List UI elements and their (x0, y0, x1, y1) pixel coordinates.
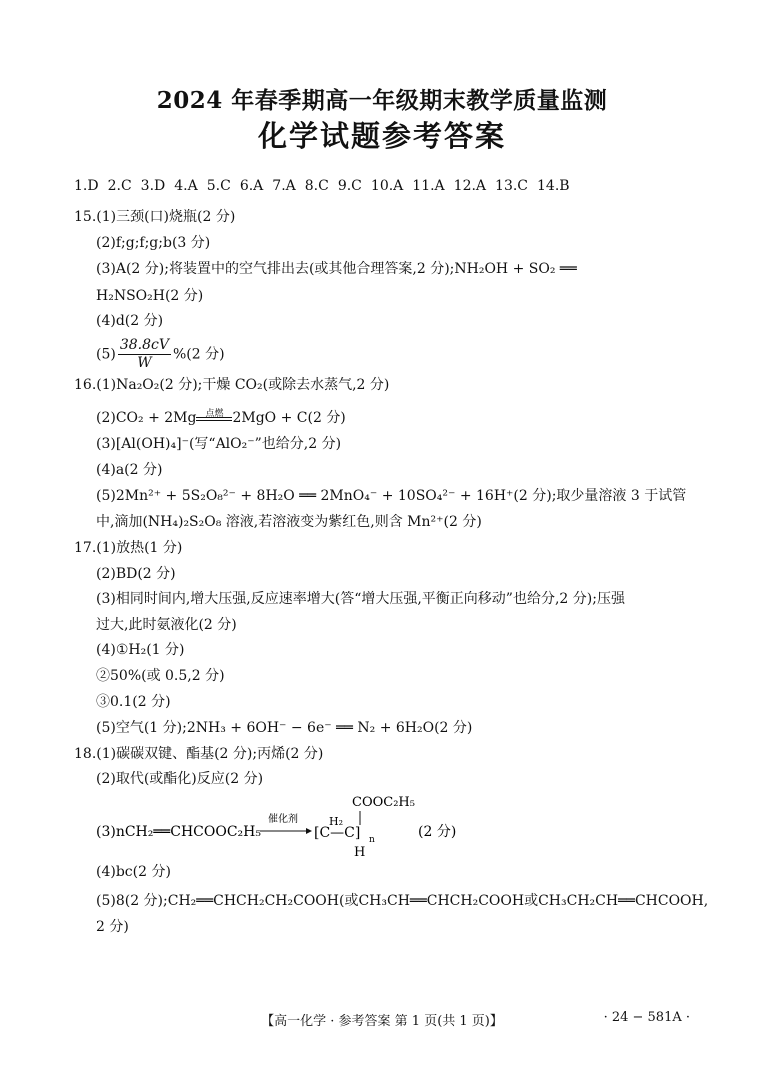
mcq-answers (74, 178, 579, 194)
mcq-answer: 10.A (370, 178, 404, 194)
mcq-answer: 9.C (337, 178, 362, 194)
q15-fraction-denominator: W (137, 355, 152, 371)
q15-line-5: (4)d(2 分) (96, 313, 164, 329)
q15-fraction (118, 337, 171, 372)
q15-line-4: H₂NSO₂H(2 分) (96, 288, 204, 304)
mcq-answer: 11.A (412, 178, 445, 194)
q16-2-right: 2MgO + C(2 分) (232, 410, 346, 426)
q18-line-1: 18.(1)碳碳双键、酯基(2 分);丙烯(2 分) (74, 746, 324, 762)
q17-line-2: (2)BD(2 分) (96, 566, 176, 582)
q18-3-chain: [C—C] (314, 825, 361, 841)
q16-2-left: (2)CO₂ + 2Mg (96, 410, 197, 426)
q16-2-condition (196, 409, 232, 421)
q17-line-3: (3)相同时间内,增大压强,反应速率增大(答“增大压强,平衡正向移动”也给分,2 分);压强 (96, 591, 625, 607)
q18-line-2: (2)取代(或酯化)反应(2 分) (96, 771, 264, 787)
q16-line-6: 中,滴加(NH₄)₂S₂O₈ 溶液,若溶液变为紫红色,则含 Mn²⁺(2 分) (96, 514, 482, 530)
mcq-answer: 7.A (272, 178, 296, 194)
q15-fraction-numerator: 38.8cV (119, 337, 169, 353)
q16-2-condition-label: 点燃 (205, 409, 224, 419)
page-subtitle: 化学试题参考答案 (257, 119, 506, 153)
q18-polymerization-equation (96, 792, 496, 862)
page-code: · 24 − 581A · (603, 1010, 690, 1025)
q15-line-3: (3)A(2 分);将装置中的空气排出去(或其他合理答案,2 分);NH₂OH + SO₂ ══ (96, 261, 577, 277)
q18-3-arrow-head (306, 828, 312, 834)
mcq-answer: 8.C (304, 178, 329, 194)
q16-line-4: (4)a(2 分) (96, 462, 163, 478)
q18-3-h: H (354, 845, 366, 860)
q18-line-4: (4)bc(2 分) (96, 864, 171, 880)
q18-3-catalyst: 催化剂 (268, 814, 298, 825)
mcq-answer: 4.A (174, 178, 198, 194)
mcq-answer: 2.C (107, 178, 132, 194)
q15-line-2: (2)f;g;f;g;b(3 分) (96, 235, 211, 251)
q17-line-6: ②50%(或 0.5,2 分) (96, 668, 225, 684)
mcq-answer: 12.A (453, 178, 487, 194)
mcq-answer: 3.D (140, 178, 166, 194)
q16-line-5: (5)2Mn²⁺ + 5S₂O₈²⁻ + 8H₂O ══ 2MnO₄⁻ + 10SO₄²⁻ + 16H⁺(2 分);取少量溶液 3 于试管 (96, 488, 687, 504)
q18-line-6: 2 分) (96, 919, 129, 935)
page-title: 2024 年春季期高一年级期末教学质量监测 (156, 87, 608, 114)
q17-line-4: 过大,此时氨液化(2 分) (96, 617, 237, 633)
q17-line-1: 17.(1)放热(1 分) (74, 540, 183, 556)
q18-3-reactant: (3)nCH₂══CHCOOC₂H₅ (96, 824, 261, 840)
q15-5-suffix: %(2 分) (172, 346, 225, 363)
mcq-answer: 1.D (74, 178, 99, 194)
q18-line-5: (5)8(2 分);CH₂══CHCH₂CH₂COOH(或CH₃CH══CHCH₂COOH或CH₃CH₂CH══CHCOOH, (96, 893, 709, 909)
q17-line-5: (4)①H₂(1 分) (96, 642, 185, 658)
q17-line-8: (5)空气(1 分);2NH₃ + 6OH⁻ − 6e⁻ ══ N₂ + 6H₂O(2 分) (96, 720, 473, 736)
mcq-answer: 13.C (495, 178, 529, 194)
q15-line-1: 15.(1)三颈(口)烧瓶(2 分) (74, 209, 236, 225)
mcq-answer: 14.B (537, 178, 570, 194)
mcq-answer: 5.C (206, 178, 231, 194)
q16-line-2 (96, 408, 346, 428)
q16-line-1: 16.(1)Na₂O₂(2 分);干燥 CO₂(或除去水蒸气,2 分) (74, 377, 390, 393)
q15-line-6 (96, 337, 225, 372)
q17-line-7: ③0.1(2 分) (96, 694, 171, 710)
q18-3-score: (2 分) (418, 824, 457, 840)
q15-5-prefix: (5) (96, 346, 116, 363)
q16-line-3: (3)[Al(OH)₄]⁻(写“AlO₂⁻”也给分,2 分) (96, 436, 342, 452)
page-footer: 【高一化学 · 参考答案 第 1 页(共 1 页)】 (261, 1014, 503, 1029)
q18-3-h2: H₂ (329, 815, 344, 828)
q18-3-substituent: COOC₂H₅ (352, 795, 415, 810)
q18-3-n: n (369, 835, 375, 845)
mcq-answer: 6.A (239, 178, 264, 194)
